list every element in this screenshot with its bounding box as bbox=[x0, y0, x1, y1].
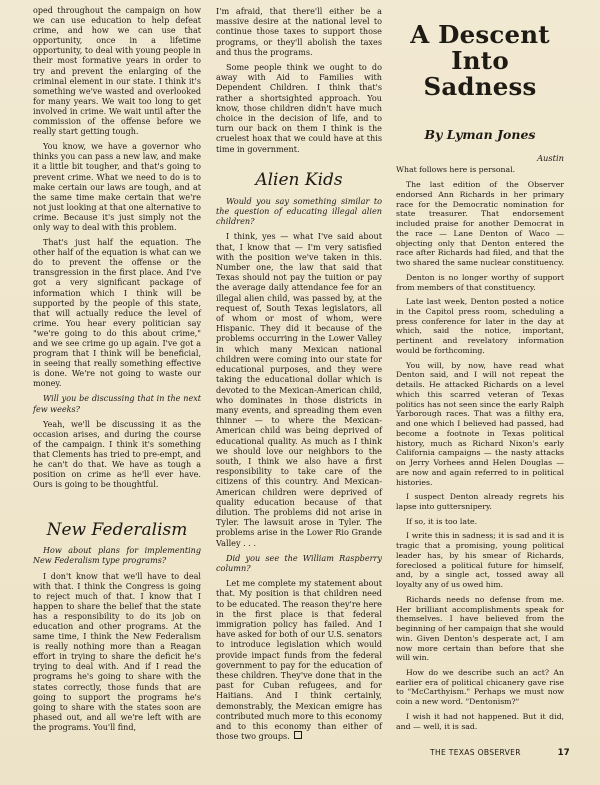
page-footer bbox=[430, 748, 570, 758]
column-middle bbox=[216, 6, 382, 741]
paragraph: How do we describe such an act? An earlier era of political chicanery gave rise to "McCarthyism." Perhaps we must now coin a new word. "Dentonism?" bbox=[396, 667, 564, 707]
publication-name: THE TEXAS OBSERVER bbox=[430, 748, 521, 757]
interview-question: Will you be discussing that in the next few weeks? bbox=[33, 394, 201, 414]
byline: By Lyman Jones bbox=[424, 127, 536, 142]
paragraph: If so, it is too late. bbox=[406, 516, 478, 526]
paragraph: I suspect Denton already regrets his lapse into guttersnipery. bbox=[396, 492, 564, 511]
paragraph bbox=[216, 578, 382, 741]
paragraph: I wish it had not happened. But it did, and — well, it is sad. bbox=[396, 711, 564, 731]
paragraph: You know, we have a governor who thinks you can pass a new law, and make it a little bit tougher, and that's going to prevent crime. What we need to do is to make certain our laws are tough, and at the same time make certain that we're not just looking at that one alternative to crime. Because it's just simply not the only way to deal with this problem. bbox=[33, 142, 201, 232]
section-heading-new-federalism: New Federalism bbox=[46, 520, 188, 541]
paragraph: You will, by now, have read what Denton said, and I will not repeat the details. He attacked Richards on a level which this scarred veteran of Texas politics has not seen since the early Ralph Yarborough races. That was a filthy era, and one which I believed had passed, had become a footnote in Texas political history, much as Richard Nixon's early California campaigns — the nasty attacks on Jerry Vorhees annd Helen Douglas — are now and again referred to in political histories. bbox=[396, 360, 564, 487]
paragraph: Yeah, we'll be discussing it as the occasion arises, and during the course of the campaign. I think it's something that Clements has tried to pre-empt, and he can't do that. We have as tough a position on crime as he'll ever have. Ours is going to be thoughtful. bbox=[33, 419, 201, 490]
end-of-article-mark bbox=[294, 731, 302, 739]
paragraph: Late last week, Denton posted a notice in the Capitol press room, scheduling a press conference for later in the day at which, said the notice, important, pertinent and revelatory information would be forthcoming. bbox=[396, 297, 564, 355]
paragraph: Denton is no longer worthy of support from members of that constituency. bbox=[396, 272, 564, 292]
paragraph: oped throughout the campaign on how we can use education to help defeat crime, and how we can use that opportunity, once in a lifetime opportunity, to deal with young people in their most formative years in order to try and prevent the enlarging of the criminal element in our state. I think it's something we've wasted and overlooked for many years. We wait too long to get involved in crime. We wait until after the commission of the offense before we really start getting tough. bbox=[33, 6, 201, 137]
paragraph: I write this in sadness; it is sad and it is tragic that a promising, young political leader has, by his smear of Richards, foreclosed a political future for himself, and, by a single act, tossed away all loyalty any of us owed him. bbox=[396, 531, 564, 590]
paragraph-text: Let me complete my statement about that. My position is that children need to be educated. The reason they're here in the first place is that federal immigration policy has failed. And I have asked for both of our U.S. senators to introduce legislation which would provide impact funds from the federal government to pay for the education of these children. They've done that in the past for Cuban refugees, and for Haitians. And I think certainly, demonstrably, the Mexican emigre has contributed much more to this economy and to this economy than either of those two groups. bbox=[216, 578, 382, 742]
interview-question: How about plans for implementing New Federalism type programs? bbox=[33, 546, 201, 566]
column-left bbox=[33, 6, 201, 738]
column-right bbox=[396, 22, 564, 736]
interview-question: Would you say something similar to the question of educating illegal alien children? bbox=[216, 195, 382, 227]
interview-question: Did you see the William Raspberry column? bbox=[216, 552, 382, 573]
paragraph: Richards needs no defense from me. Her brilliant accomplishments speak for themselves. I have believed from the beginning of her campaign that she would win. Given Denton's desperate act, I am now more certain than before that she will win. bbox=[396, 594, 564, 663]
title-line: A Descent bbox=[410, 20, 550, 49]
paragraph: I think, yes — what I've said about that, I know that — I'm very satisfied with the position we've taken in this. Number one, the law that said that Texas should not pay the tuition or pay the average daily attendance fee for an illegal alien child, was passed by, at the request of, South Texas legislators, all of whom or most of whom, were Hispanic. They did it because of the problems occurring in the Lower Valley in which many Mexican national children were coming into our state for educational purposes, and they were taking the educational dollar which is devoted to the Mexican-American child, who dominates in those districts in many events, and spreading them even thinner — to where the Mexican-American child was being deprived of educational quality. As much as I think we should love our neighbors to the south, I think we also have a first responsibility to take care of the citizens of this country. And Mexican-American children were deprived of quality education because of that dilution. The problems did not arise in Tyler. The lawsuit arose in Tyler. The problems arise in the Lower Rio Grande Valley . . . bbox=[216, 231, 382, 548]
paragraph: I'm afraid, that there'll either be a massive desire at the national level to continue those taxes to support those programs, or they'll abolish the taxes and thus the programs. bbox=[216, 6, 382, 57]
paragraph: That's just half the equation. The other half of the equation is what can we do to prevent the offense or the transgression in the first place. And I've got a very significant package of information which I think will be supported by the people of this state, that will actually reduce the level of crime. You hear every politician say "we're going to do this about crime," and we see crime go up again. I've got a program that I think will be beneficial, in seeing that really something effective is done. We're not going to waste our money. bbox=[33, 238, 201, 389]
paragraph: The last edition of the Observer endorsed Ann Richards in her primary race for the Democratic nomination for state treasurer. That endorsement included praise for another Democrat in the race — Lane Denton of Waco — objecting only that Denton entered the race after Richards had filed, and that the two shared the same nuclear constituency. bbox=[396, 180, 564, 268]
article-title bbox=[396, 22, 564, 100]
title-line: Into Sadness bbox=[423, 46, 537, 101]
paragraph: I don't know that we'll have to deal with that. I think the Congress is going to reject much of that. I know that I happen to share the belief that the state has a responsibility to do its job on education and other programs. At the same time, I think the New Federalism is really nothing more than a Reagan effort in trying to share the deficit he's trying to deal with. And if I read the programs he's going to share with the states correctly, those funds that are going to support the programs he's going to share with the states soon are phased out, and all we're left with are the programs. You'll find, bbox=[33, 571, 201, 732]
page-number: 17 bbox=[557, 748, 570, 758]
dateline: Austin bbox=[537, 152, 564, 163]
paragraph: What follows here is personal. bbox=[396, 165, 516, 175]
paragraph: Some people think we ought to do away with Aid to Families with Dependent Children. I think that's rather a shortsighted approach. You know, those children didn't have much choice in the decision of life, and to turn our back on them I think is the cruelest hoax that we could have at this time in government. bbox=[216, 62, 382, 154]
section-heading-alien-kids: Alien Kids bbox=[255, 169, 343, 190]
